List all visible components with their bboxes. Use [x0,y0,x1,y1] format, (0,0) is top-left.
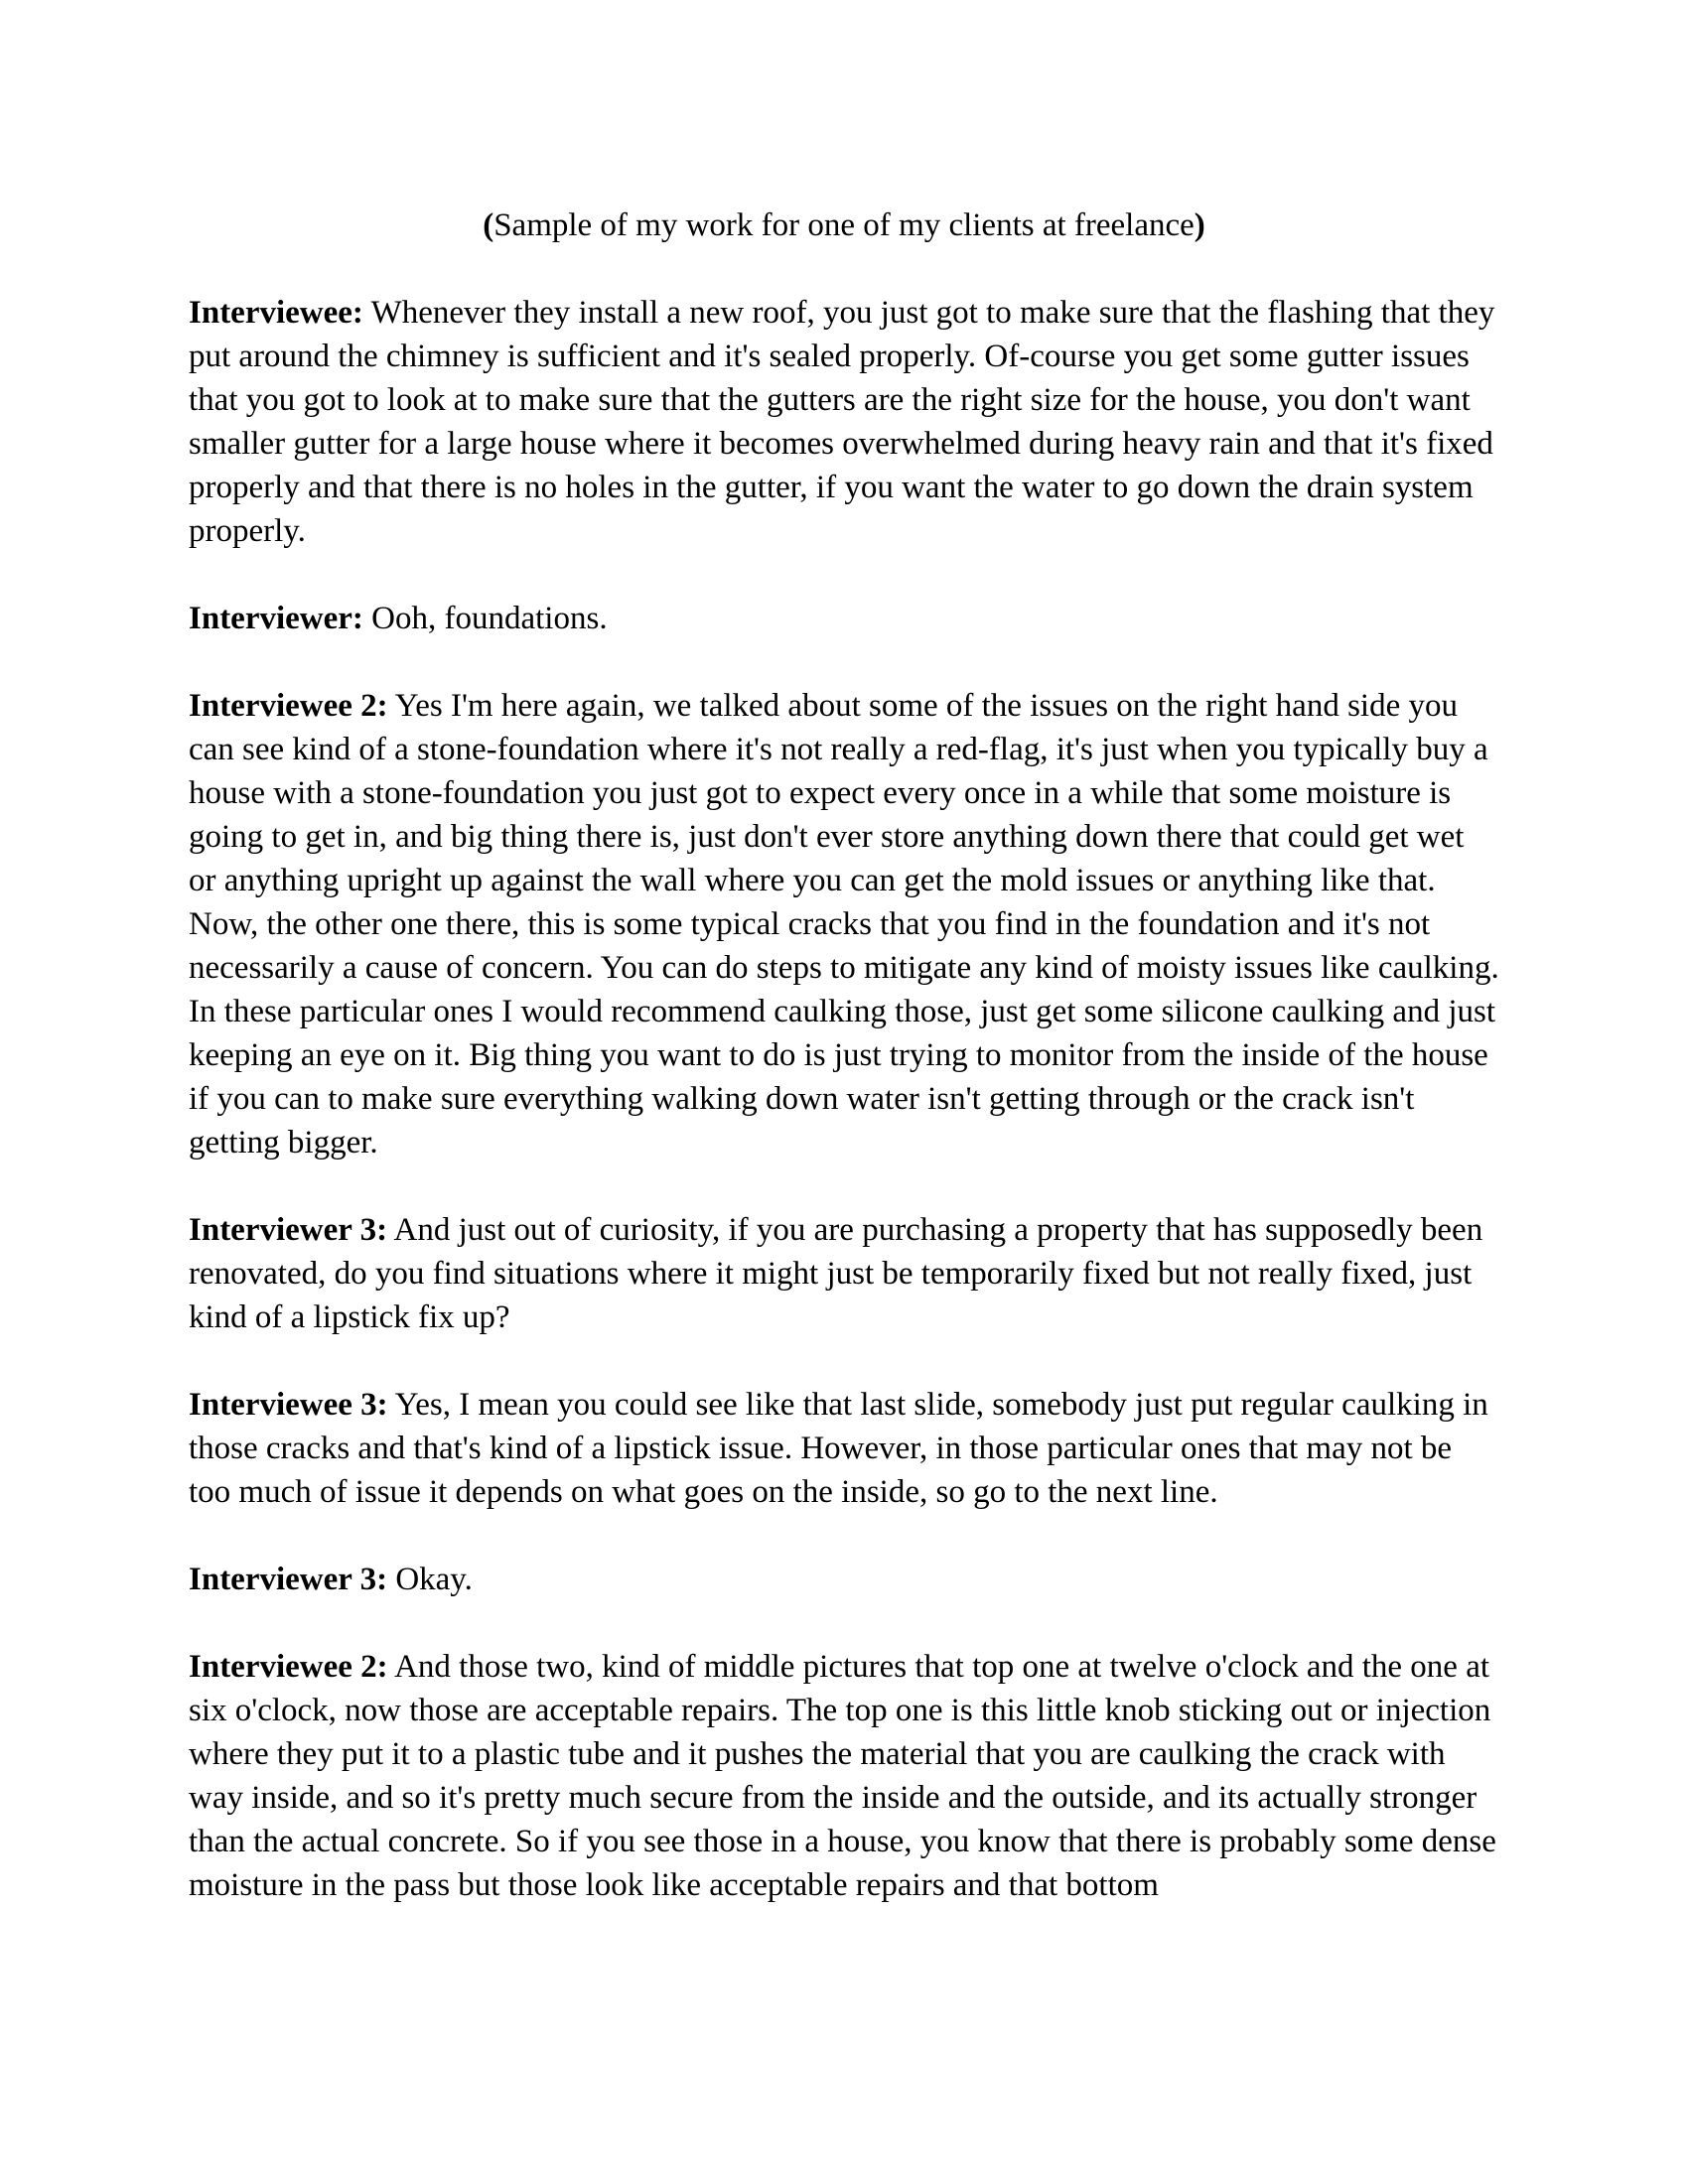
speaker-label: Interviewer 3: [189,1562,388,1597]
paragraph-text: Yes, I mean you could see like that last slide, somebody just put regular caulking in those cracks and that's kind of a lipstick issue. However, in those particular ones that may not be too much of issue it depends on what goes on the inside, so go to the next line. [189,1387,1488,1510]
paragraph-interviewee [189,291,1499,553]
paragraph-text: Yes I'm here again, we talked about some of the issues on the right hand side you can see kind of a stone-foundation where it's not really a red-flag, it's just when you typically buy a house with a stone-foundation you just got to expect every once in a while that some moisture is going to get in, and big thing there is, just don't ever store anything down there that could get wet or anything upright up against the wall where you can get the mold issues or anything like that. Now, the other one there, this is some typical cracks that you find in the foundation and it's not necessarily a cause of concern. You can do steps to mitigate any kind of moisty issues like caulking. In these particular ones I would recommend caulking those, just get some silicone caulking and just keeping an eye on it. Big thing you want to do is just trying to monitor from the inside of the house if you can to make sure everything walking down water isn't getting through or the crack isn't getting bigger. [189,688,1499,1160]
speaker-label: Interviewee 2: [189,1649,388,1685]
paragraph-interviewer [189,597,1499,640]
paragraph-text: And those two, kind of middle pictures that top one at twelve o'clock and the one at six o'clock, now those are acceptable repairs. The top one is this little knob sticking out or injection where they put it to a plastic tube and it pushes the material that you are caulking the crack with way inside, and so it's pretty much secure from the inside and the outside, and its actually stronger than the actual concrete. So if you see those in a house, you know that there is probably some dense moisture in the pass but those look like acceptable repairs and that bottom [189,1649,1496,1903]
speaker-label: Interviewee 3: [189,1387,388,1423]
paragraph-text: Okay. [387,1562,473,1597]
paragraph-interviewee-2 [189,684,1499,1164]
paragraph-text: Ooh, foundations. [362,601,608,636]
paragraph-interviewer-3-okay [189,1558,1499,1601]
speaker-label: Interviewee 2: [189,688,388,724]
paragraph-interviewer-3 [189,1208,1499,1339]
title-text: Sample of my work for one of my clients at freelance [493,207,1195,243]
title-open-paren: ( [483,207,494,243]
title-close-paren: ) [1194,207,1205,243]
speaker-label: Interviewee: [189,295,363,331]
paragraph-interviewee-3 [189,1383,1499,1514]
speaker-label: Interviewer: [189,601,363,636]
paragraph-interviewee-2-final [189,1645,1499,1907]
paragraph-text: And just out of curiosity, if you are purchasing a property that has supposedly been renovated, do you find situations where it might just be temporarily fixed but not really fixed, just kind of a lipstick fix up? [189,1212,1483,1335]
paragraph-text: Whenever they install a new roof, you just got to make sure that the flashing that they put around the chimney is sufficient and it's sealed properly. Of-course you get some gutter issues that you got to look at to make sure that the gutters are the right size for the house, you don't want smaller gutter for a large house where it becomes overwhelmed during heavy rain and that it's fixed properly and that there is no holes in the gutter, if you want the water to go down the drain system properly. [189,295,1495,549]
document-title [189,204,1499,247]
speaker-label: Interviewer 3: [189,1212,388,1248]
